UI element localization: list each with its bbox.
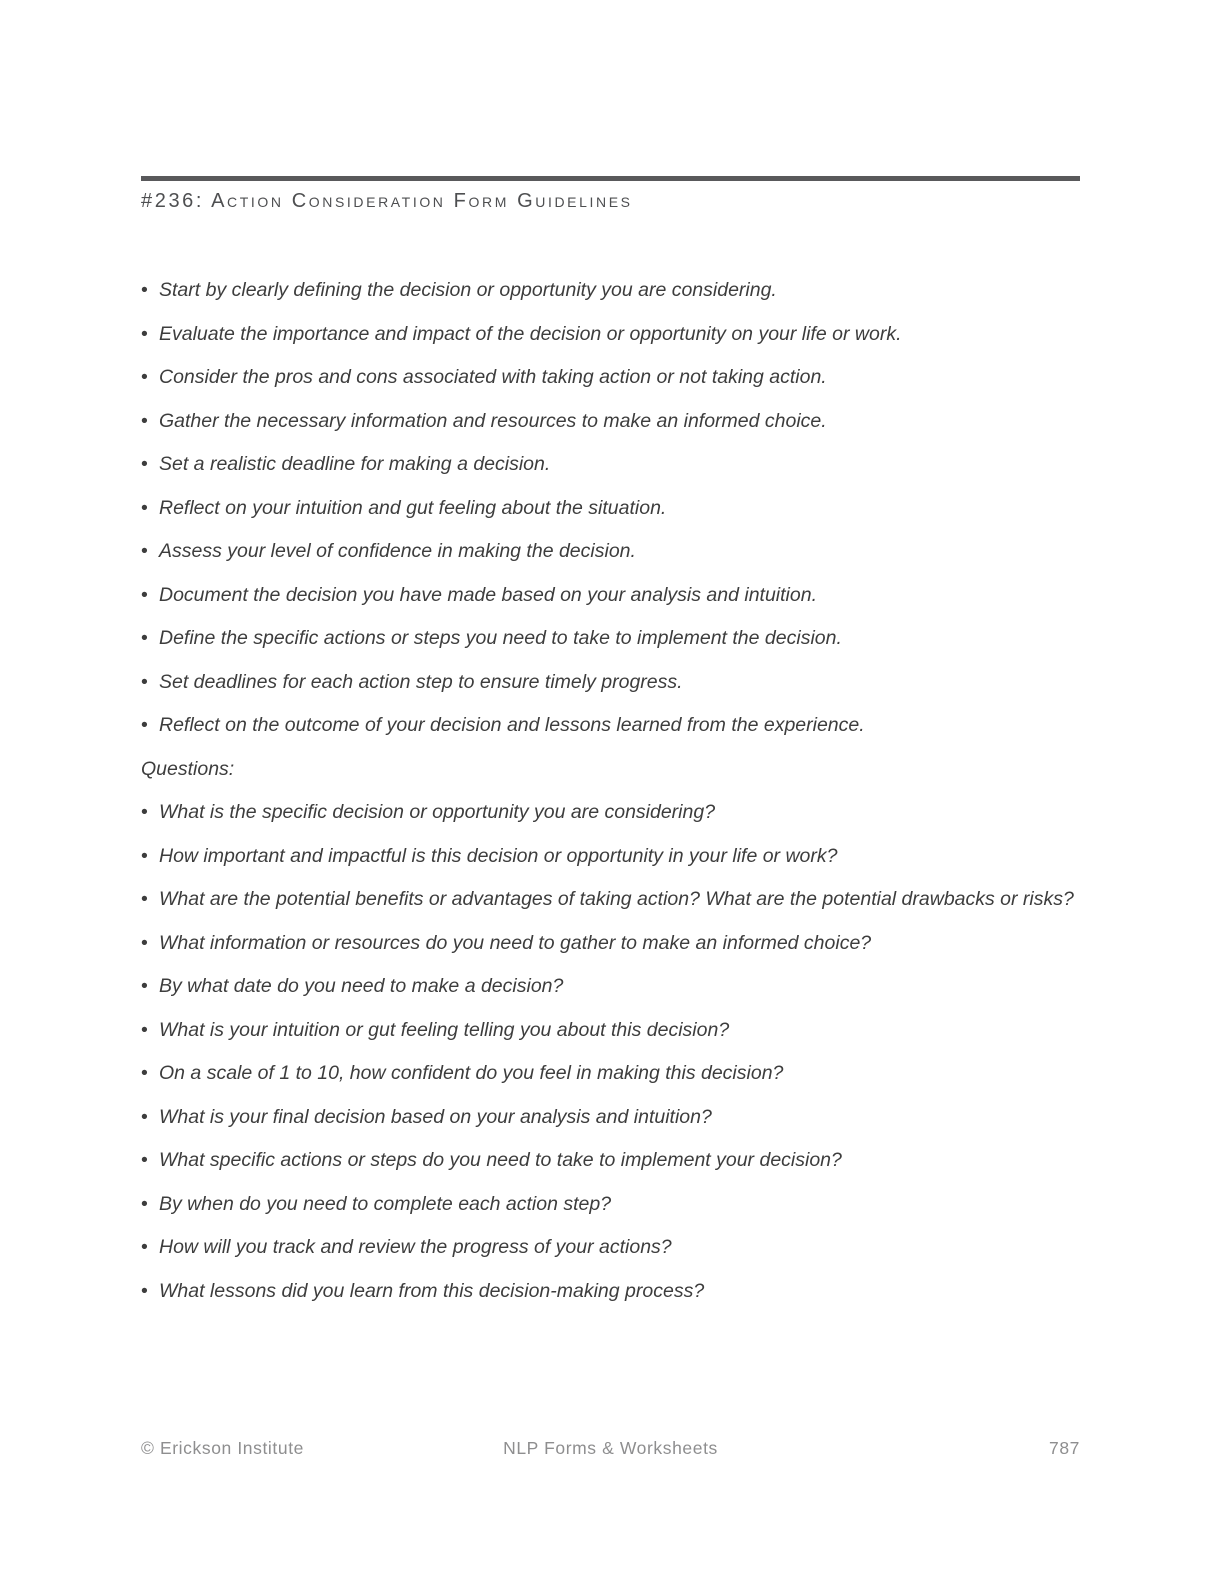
question-text: What lessons did you learn from this decision-making process? — [159, 1279, 705, 1302]
bullet-icon: • — [141, 975, 148, 997]
guideline-text: Start by clearly defining the decision or opportunity you are considering. — [159, 279, 777, 301]
question-item — [141, 972, 1080, 1000]
guideline-item — [141, 450, 1080, 478]
question-item — [141, 885, 1080, 913]
questions-list — [141, 798, 1080, 1305]
bullet-icon: • — [141, 801, 148, 823]
bullet-icon: • — [141, 1105, 148, 1128]
guideline-item — [141, 407, 1080, 435]
question-text: What is the specific decision or opportunity you are considering? — [159, 801, 716, 823]
bullet-icon: • — [141, 322, 148, 345]
bullet-icon: • — [141, 1279, 148, 1302]
footer-book-title: NLP Forms & Worksheets — [503, 1438, 718, 1458]
bullet-icon: • — [141, 540, 148, 562]
guideline-text: Assess your level of confidence in making the decision. — [159, 540, 636, 562]
guideline-text: Gather the necessary information and resources to make an informed choice. — [159, 409, 827, 432]
question-text: What information or resources do you need to gather to make an informed choice? — [159, 931, 872, 954]
question-text: What are the potential benefits or advantages of taking action? What are the potential drawbacks or risks? — [159, 888, 1074, 910]
bullet-icon: • — [141, 1236, 148, 1258]
guideline-text: Set deadlines for each action step to ensure timely progress. — [159, 670, 683, 693]
page-content — [141, 0, 1080, 1320]
guideline-item — [141, 624, 1080, 652]
page-title: #236: Action Consideration Form Guidelines — [141, 190, 633, 212]
question-item — [141, 842, 1080, 870]
bullet-icon: • — [141, 931, 148, 954]
page-footer — [141, 1438, 1080, 1459]
bullet-icon: • — [141, 714, 148, 736]
bullet-icon: • — [141, 1149, 148, 1171]
bullet-icon: • — [141, 453, 148, 475]
guideline-text: Evaluate the importance and impact of the decision or opportunity on your life or work. — [159, 322, 902, 345]
question-item — [141, 929, 1080, 957]
question-text: How will you track and review the progress of your actions? — [159, 1236, 672, 1258]
bullet-icon: • — [141, 496, 148, 519]
question-text: By what date do you need to make a decision? — [159, 975, 564, 997]
bullet-icon: • — [141, 366, 148, 388]
question-item — [141, 798, 1080, 826]
guideline-text: Set a realistic deadline for making a decision. — [159, 453, 551, 475]
question-item — [141, 1103, 1080, 1131]
question-item — [141, 1190, 1080, 1218]
question-item — [141, 1059, 1080, 1087]
question-text: On a scale of 1 to 10, how confident do you feel in making this decision? — [159, 1062, 784, 1084]
bullet-icon: • — [141, 1192, 148, 1215]
guideline-text: Reflect on your intuition and gut feeling about the situation. — [159, 496, 667, 519]
bullet-icon: • — [141, 670, 148, 693]
bullet-icon: • — [141, 583, 148, 606]
bullet-icon: • — [141, 279, 148, 301]
guideline-text: Define the specific actions or steps you need to take to implement the decision. — [159, 627, 842, 649]
guideline-item — [141, 363, 1080, 391]
bullet-icon: • — [141, 888, 148, 910]
question-item — [141, 1016, 1080, 1044]
question-text: What is your intuition or gut feeling telling you about this decision? — [159, 1018, 730, 1041]
guideline-item — [141, 581, 1080, 609]
bullet-icon: • — [141, 409, 148, 432]
question-text: What is your final decision based on your analysis and intuition? — [159, 1105, 712, 1128]
questions-label: Questions: — [141, 757, 235, 780]
question-text: How important and impactful is this decision or opportunity in your life or work? — [159, 844, 838, 867]
bullet-icon: • — [141, 844, 148, 867]
guideline-item — [141, 276, 1080, 304]
guideline-item — [141, 320, 1080, 348]
question-item — [141, 1146, 1080, 1174]
header-rule — [141, 176, 1080, 181]
guideline-item — [141, 711, 1080, 739]
bullet-icon: • — [141, 627, 148, 649]
guideline-text: Consider the pros and cons associated with taking action or not taking action. — [159, 366, 827, 388]
question-item — [141, 1233, 1080, 1261]
guideline-text: Reflect on the outcome of your decision and lessons learned from the experience. — [159, 714, 865, 736]
guideline-text: Document the decision you have made based on your analysis and intuition. — [159, 583, 817, 606]
guideline-item — [141, 494, 1080, 522]
question-text: By when do you need to complete each action step? — [159, 1192, 612, 1215]
footer-copyright: © Erickson Institute — [141, 1438, 305, 1458]
guideline-item — [141, 668, 1080, 696]
question-text: What specific actions or steps do you need to take to implement your decision? — [159, 1149, 842, 1171]
guideline-item — [141, 537, 1080, 565]
bullet-icon: • — [141, 1018, 148, 1041]
footer-page-number: 787 — [1049, 1438, 1080, 1458]
bullet-icon: • — [141, 1062, 148, 1084]
guidelines-list — [141, 276, 1080, 739]
question-item — [141, 1277, 1080, 1305]
